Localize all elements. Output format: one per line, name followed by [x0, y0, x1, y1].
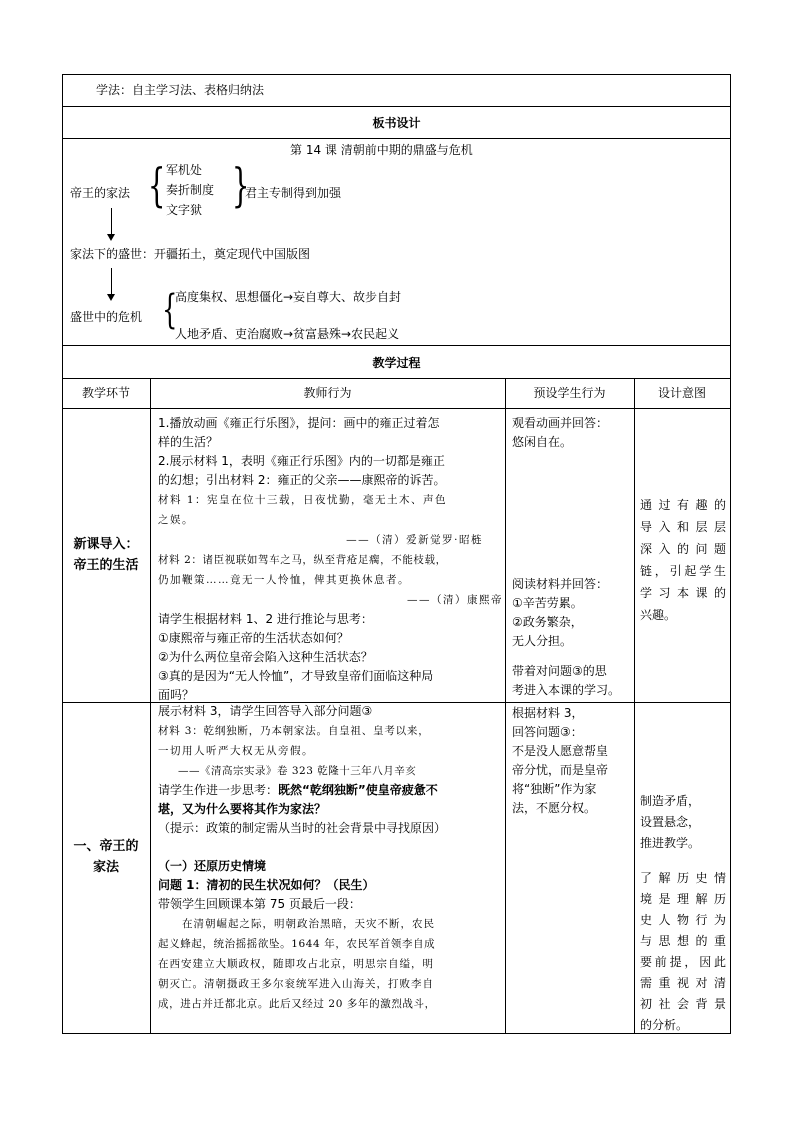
col-header: 设计意图 [657, 386, 706, 400]
board-heading: 板书设计 [372, 116, 421, 130]
col-header: 预设学生行为 [533, 386, 606, 400]
divider [62, 345, 731, 346]
intent-text: 境是理解历 [640, 892, 726, 906]
student-text: 观看动画并回答： [512, 416, 609, 430]
teacher-text: ②为什么两位皇帝会陷入这种生活状态？ [158, 650, 373, 664]
board-row2: 家法下的盛世：开疆拓土，奠定现代中国版图 [70, 247, 311, 261]
col-divider [505, 378, 506, 1034]
intent-text: 兴趣。 [640, 608, 677, 622]
board-row3-item: 人地矛盾、吏治腐败→贫富悬殊→农民起义 [175, 327, 400, 341]
material-source: ——（清）爱新觉罗·昭梿 [346, 534, 483, 546]
divider [62, 106, 731, 107]
col-header: 教师行为 [303, 386, 352, 400]
table-border-bottom [62, 1033, 731, 1034]
intent-text: 了解历史情 [640, 871, 726, 885]
textbook-text: 起义蜂起，统治摇摇欲坠。1644 年，农民军首领李自成 [158, 938, 436, 950]
divider [62, 408, 731, 409]
teacher-text: 展示材料 3，请学生回答导入部分问题③ [158, 704, 373, 718]
student-text: 帝分忧，而是皇帝 [512, 763, 609, 777]
student-text: 带着对问题③的思 [512, 664, 607, 678]
table-border-top [62, 74, 731, 75]
intent-cell [640, 494, 726, 626]
student-text: 考进入本课的学习。 [512, 683, 621, 697]
stage-label: 家法 [92, 860, 119, 875]
process-heading: 教学过程 [372, 356, 421, 370]
down-arrow-head [107, 234, 115, 241]
student-text: 将“独断”作为家 [512, 782, 597, 796]
intent-text: 与思想的重 [640, 934, 726, 948]
divider [62, 378, 731, 379]
student-cell [512, 414, 634, 452]
col-header: 教学环节 [81, 386, 130, 400]
stage-label: 一、帝王的 [73, 839, 139, 854]
material-text: 材料 1：宪皇在位十三载，日夜忧勤，毫无土木、声色 [158, 494, 448, 506]
col-divider [634, 378, 635, 1034]
intent-text: 的分析。 [640, 1018, 689, 1032]
student-text: ①辛苦劳累。 [512, 596, 583, 610]
board-row1-result: 君主专制得到加强 [245, 186, 342, 200]
intent-text: 制造矛盾， [640, 794, 701, 808]
teacher-text: 2.展示材料 1，表明《雍正行乐图》内的一切都是雍正 [158, 454, 445, 468]
board-row3-item: 高度集权、思想僵化→妄自尊大、故步自封 [175, 290, 402, 304]
teacher-text: 请学生作进一步思考： [158, 783, 279, 797]
student-cell [512, 704, 634, 818]
teacher-hint: （提示：政策的制定需从当时的社会背景中寻找原因） [158, 821, 447, 835]
intent-cell [640, 791, 726, 854]
material-source: ——《清高宗实录》卷 323 乾隆十三年八月辛亥 [178, 765, 417, 777]
down-arrow-line [111, 268, 112, 296]
board-item: 奏折制度 [166, 183, 215, 197]
student-text: 法，不愿分权。 [512, 801, 597, 815]
divider [62, 138, 731, 139]
teacher-text: 的幻想；引出材料 2：雍正的父亲——康熙帝的诉苦。 [158, 473, 446, 487]
stage-label: 帝王的生活 [73, 558, 139, 573]
teacher-text [158, 781, 503, 800]
material-source: ——（清）康熙帝 [407, 594, 503, 606]
board-item: 军机处 [166, 163, 203, 177]
right-brace: } [231, 158, 250, 212]
student-cell [512, 575, 634, 651]
student-text: 根据材料 3， [512, 706, 584, 720]
intent-text: 要前提，因此 [640, 955, 726, 969]
intent-text: 通过有趣的 [640, 498, 726, 512]
textbook-text: 朝灭亡。清朝摄政王多尔衮统军进入山海关，打败李自 [158, 978, 434, 990]
teacher-question: 问题 1：清初的民生状况如何？（民生） [158, 878, 375, 892]
lesson-title: 第 14 课 清朝前中期的鼎盛与危机 [290, 143, 473, 157]
intent-text: 深入的问题 [640, 542, 726, 556]
teacher-text: 带领学生回顾课本第 75 页最后一段： [158, 897, 361, 911]
student-text: 悠闲自在。 [512, 435, 573, 449]
teacher-text: ①康熙帝与雍正帝的生活状态如何？ [158, 631, 349, 645]
table-border-right [730, 74, 731, 1034]
intent-text: 需重视对清 [640, 976, 726, 990]
material-text: 之娱。 [158, 514, 194, 526]
teacher-text: 面吗？ [158, 688, 195, 702]
left-brace: { [147, 158, 166, 212]
intent-text: 初社会背景 [640, 997, 726, 1011]
teacher-text: 请学生根据材料 1、2 进行推论与思考： [158, 612, 373, 626]
board-row3-label: 盛世中的危机 [70, 310, 143, 324]
spacer [158, 838, 503, 857]
learning-method: 学法：自主学习法、表格归纳法 [96, 83, 265, 97]
board-row1-label: 帝王的家法 [70, 186, 131, 200]
intent-text: 学习本课的 [640, 586, 726, 600]
intent-text: 设置悬念， [640, 815, 701, 829]
intent-text: 链，引起学生 [640, 564, 726, 578]
teacher-text: 1.播放动画《雍正行乐图》，提问：画中的雍正过着怎 [158, 416, 440, 430]
teacher-question: 既然“乾纲独断”使皇帝疲惫不 [278, 783, 438, 797]
down-arrow-head [107, 294, 115, 301]
student-text: 不是没人愿意帮皇 [512, 744, 609, 758]
student-text: ②政务繁杂， [512, 615, 583, 629]
textbook-text: 成，进占并迁都北京。此后又经过 20 多年的激烈战斗， [158, 998, 436, 1010]
stage-label: 新课导入： [73, 537, 139, 552]
left-brace: { [162, 287, 178, 333]
textbook-text: 在清朝崛起之际，明朝政治黑暗，天灾不断，农民 [182, 918, 435, 930]
down-arrow-line [111, 208, 112, 236]
col-divider [150, 378, 151, 1034]
intent-cell [640, 868, 726, 1036]
teacher-cell [158, 414, 503, 705]
intent-text: 导入和层层 [640, 520, 726, 534]
board-item: 文字狱 [166, 203, 203, 217]
material-text: 一切用人听严大权无从旁假。 [158, 745, 314, 757]
document-table [62, 74, 731, 1034]
teacher-question: 堪，又为什么要将其作为家法？ [158, 802, 327, 816]
intent-text: 史人物行为 [640, 913, 726, 927]
material-text: 材料 3：乾纲独断，乃本朝家法。自皇祖、皇考以来， [158, 725, 430, 737]
teacher-cell [158, 702, 503, 1014]
table-border-left [62, 74, 63, 1034]
material-text: 仍加鞭策……竟无一人怜恤，俾其更换休息者。 [158, 574, 410, 586]
student-text: 阅读材料并回答： [512, 577, 609, 591]
student-text: 无人分担。 [512, 634, 573, 648]
section-title: （一）还原历史情境 [158, 859, 267, 873]
textbook-text: 在西安建立大顺政权，随即攻占北京，明思宗自缢，明 [158, 958, 434, 970]
student-cell [512, 662, 634, 700]
teacher-text: ③真的是因为“无人怜恤”，才导致皇帝们面临这种局 [158, 669, 434, 683]
student-text: 回答问题③： [512, 725, 583, 739]
teacher-text: 样的生活？ [158, 435, 219, 449]
intent-text: 推进教学。 [640, 836, 701, 850]
material-text: 材料 2：诸臣视联如驾车之马，纵至背疮足瘸，不能枝载， [158, 554, 447, 566]
